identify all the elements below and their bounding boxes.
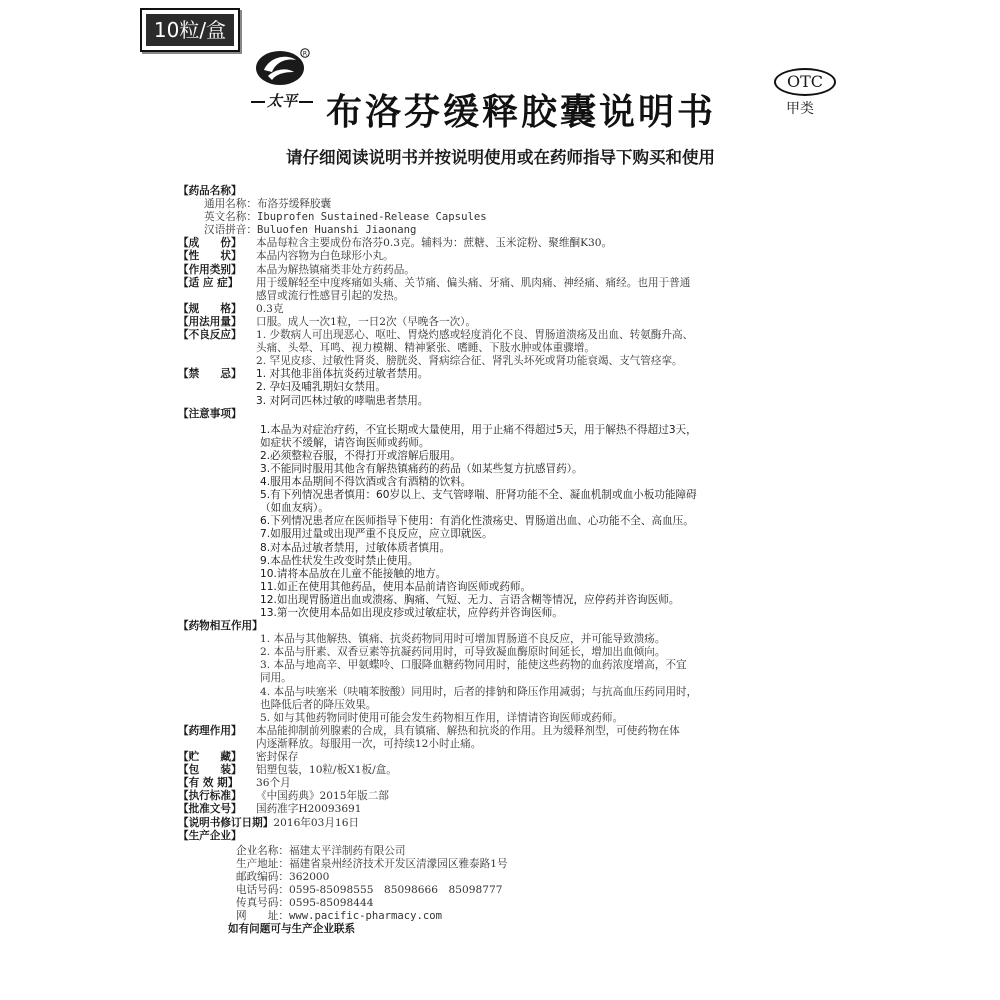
label-interactions: 【药物相互作用】	[178, 620, 263, 633]
english-name-line	[178, 211, 840, 224]
adverse-line: 头痛、头晕、耳鸣、视力模糊、精神紧张、嗜睡、下肢水肿或体重骤增。	[256, 342, 595, 355]
precaution-item: 11.如正在使用其他药品，使用本品前请咨询医师或药师。	[260, 580, 532, 593]
pinyin-name-line	[178, 224, 840, 237]
section-approval	[178, 803, 840, 816]
composition-text: 本品每粒含主要成份布洛芬0.3克。辅料为：蔗糖、玉米淀粉、聚维酮K30。	[256, 237, 613, 250]
address-line	[236, 858, 840, 871]
precaution-item: 12.如出现胃肠道出血或溃疡、胸痛、气短、无力、言语含糊等情况，应停药并咨询医师。	[260, 593, 680, 606]
interaction-item: 5. 如与其他药物同时使用可能会发生药物相互作用，详情请咨询医师或药师。	[260, 711, 624, 724]
english-name-label: 英文名称：	[204, 211, 257, 224]
phone-numbers: 0595-85098555 85098666 85098777	[288, 883, 503, 896]
section-manufacturer	[178, 830, 840, 937]
category-text: 本品为解热镇痛类非处方药药品。	[256, 263, 415, 276]
pinyin-name: Buluofen Huanshi Jiaonang	[256, 224, 417, 237]
section-interactions	[178, 620, 840, 725]
indications-line: 感冒或流行性感冒引起的发热。	[256, 289, 405, 302]
precaution-item: 10.请将本品放在儿童不能接触的地方。	[260, 567, 447, 580]
company-name-line	[236, 845, 840, 858]
label-revision: 【说明书修订日期】	[178, 816, 274, 829]
interaction-item: 也降低后者的降压效果。	[260, 698, 377, 711]
address: 福建省泉州经济技术开发区清濛园区雅泰路1号	[288, 857, 508, 870]
section-precautions	[178, 408, 840, 621]
label-appearance: 【性 状】	[178, 250, 242, 263]
registered-mark-icon	[300, 48, 310, 58]
otc-class: 甲类	[786, 101, 814, 117]
fax-line	[236, 897, 840, 910]
precaution-item: 8.对本品过敏者禁用，过敏体质者慎用。	[260, 541, 451, 554]
label-drug-name: 【药品名称】	[178, 185, 242, 197]
label-dosage: 【用法用量】	[178, 315, 242, 328]
package-count-text: 10粒/盒	[146, 14, 234, 46]
dosage-text: 口服。成人一次1粒，一日2次（早晚各一次）。	[256, 315, 477, 328]
appearance-text: 本品内容物为白色球形小丸。	[256, 250, 394, 263]
precaution-item: 6.下列情况患者应在医师指导下使用：有消化性溃疡史、胃肠道出血、心功能不全、高血压。	[260, 515, 694, 528]
package-count-badge	[140, 8, 240, 52]
contraindication-item: 3. 对阿司匹林过敏的哮喘患者禁用。	[256, 394, 429, 407]
label-package: 【包 装】	[178, 764, 242, 777]
english-name: Ibuprofen Sustained-Release Capsules	[256, 211, 487, 224]
generic-name-line	[178, 198, 840, 211]
contraindication-item: 2. 孕妇及哺乳期妇女禁用。	[256, 381, 387, 394]
pharmacology-text	[256, 725, 840, 751]
precaution-item: 13.第一次使用本品如出现皮疹或过敏症状，应停药并咨询医师。	[260, 607, 563, 619]
company-name-label: 企业名称：	[236, 844, 289, 857]
page-title: 布洛芬缓释胶囊说明书	[326, 92, 717, 133]
label-adverse: 【不良反应】	[178, 329, 242, 342]
standard-text: 《中国药典》2015年版二部	[256, 790, 389, 803]
section-specification	[178, 303, 840, 316]
section-adverse	[178, 329, 840, 368]
brand-logo	[244, 46, 320, 116]
adverse-text	[256, 329, 840, 368]
generic-name: 布洛芬缓释胶囊	[256, 198, 332, 211]
label-contraindications: 【禁 忌】	[178, 368, 242, 381]
phone-label: 电话号码：	[236, 883, 289, 896]
manufacturer-details	[178, 845, 840, 924]
phone-line	[236, 884, 840, 897]
contact-footer: 如有问题可与生产企业联系	[228, 923, 356, 936]
section-drug-name	[178, 185, 840, 237]
label-manufacturer: 【生产企业】	[178, 829, 242, 842]
section-package	[178, 764, 840, 777]
interaction-item: 2. 本品与肝素、双香豆素等抗凝药同用时，可导致凝血酶原时间延长，增加出血倾向。	[260, 646, 666, 659]
label-precautions: 【注意事项】	[178, 407, 242, 420]
section-storage	[178, 751, 840, 764]
address-label: 生产地址：	[236, 857, 289, 870]
section-category	[178, 264, 840, 277]
section-pharmacology	[178, 725, 840, 751]
label-composition: 【成 份】	[178, 237, 242, 250]
zip-code: 362000	[288, 870, 330, 883]
label-approval: 【批准文号】	[178, 803, 242, 816]
precaution-item: 1.本品为对症治疗药，不宜长期或大量使用，用于止痛不得超过5天，用于解热不得超过3天，	[260, 423, 697, 436]
precaution-item: （如血友病）。	[260, 502, 329, 515]
label-category: 【作用类别】	[178, 263, 242, 276]
label-storage: 【贮 藏】	[178, 751, 242, 764]
interaction-item: 4. 本品与呋塞米（呋喃苯胺酸）同用时，后者的排钠和降压作用减弱；与抗高血压药同用时，	[260, 685, 698, 698]
section-dosage	[178, 316, 840, 329]
label-validity: 【有 效 期】	[178, 777, 239, 790]
fax-number: 0595-85098444	[288, 897, 374, 910]
otc-mark: OTC	[774, 68, 836, 96]
interaction-item: 1. 本品与其他解热、镇痛、抗炎药物同用时可增加胃肠道不良反应，并可能导致溃疡。	[260, 633, 666, 646]
pharmacology-line: 本品能抑制前列腺素的合成，具有镇痛、解热和抗炎的作用。且为缓释剂型，可使药物在体	[256, 724, 680, 737]
validity-text: 36个月	[256, 777, 291, 790]
indications-line: 用于缓解轻至中度疼痛如头痛、关节痛、偏头痛、牙痛、肌肉痛、神经痛、痛经。也用于普通	[256, 276, 691, 289]
adverse-line: 2. 罕见皮疹、过敏性肾炎、膀胱炎、肾病综合征、肾乳头坏死或肾功能衰竭、支气管痉挛。	[256, 355, 683, 368]
label-standard: 【执行标准】	[178, 790, 242, 803]
pharmacology-line: 内逐渐释放。每服用一次，可持续12小时止痛。	[256, 737, 482, 750]
approval-text: 国药准字H20093691	[256, 803, 362, 816]
precaution-item: 9.本品性状发生改变时禁止使用。	[260, 554, 419, 567]
contraindication-item: 1. 对其他非甾体抗炎药过敏者禁用。	[256, 368, 429, 381]
interaction-item: 同用。	[260, 672, 292, 685]
website-url: www.pacific-pharmacy.com	[288, 910, 443, 923]
contraindications-text	[256, 368, 840, 407]
zip-label: 邮政编码：	[236, 870, 289, 883]
fax-label: 传真号码：	[236, 897, 289, 910]
precaution-item: 2.必须整粒吞服，不得打开或溶解后服用。	[260, 449, 461, 462]
section-contraindications	[178, 368, 840, 407]
storage-text: 密封保存	[256, 751, 299, 764]
website-label: 网 址：	[236, 910, 289, 923]
precautions-list	[178, 424, 840, 620]
insert-body	[178, 185, 840, 936]
precaution-item: 5.有下列情况患者慎用：60岁以上、支气管哮喘、肝肾功能不全、凝血机制或血小板功能障碍	[260, 489, 697, 502]
section-validity	[178, 777, 840, 790]
pinyin-name-label: 汉语拼音：	[204, 224, 257, 237]
package-text: 铝塑包装，10粒/板X1板/盒。	[256, 764, 397, 777]
section-composition	[178, 237, 840, 250]
section-appearance	[178, 250, 840, 263]
precaution-item: 如症状不缓解，请咨询医师或药师。	[260, 436, 430, 449]
section-standard	[178, 790, 840, 803]
precaution-item: 7.如服用过量或出现严重不良反应，应立即就医。	[260, 528, 493, 541]
precaution-item: 3.不能同时服用其他含有解热镇痛药的药品（如某些复方抗感冒药）。	[260, 462, 583, 475]
section-revision	[178, 817, 840, 830]
interaction-item: 3. 本品与地高辛、甲氨蝶呤、口服降血糖药物同用时，能使这些药物的血药浓度增高，不宜	[260, 659, 687, 672]
section-indications	[178, 277, 840, 303]
zip-line	[236, 871, 840, 884]
precaution-item: 4.服用本品期间不得饮酒或含有酒精的饮料。	[260, 476, 472, 489]
website-line	[236, 910, 840, 923]
interactions-list	[178, 633, 840, 725]
adverse-line: 1. 少数病人可出现恶心、呕吐、胃烧灼感或轻度消化不良、胃肠道溃疡及出血、转氨酶升高、	[256, 329, 694, 342]
revision-text: 2016年03月16日	[273, 816, 360, 829]
generic-name-label: 通用名称：	[204, 198, 257, 211]
svg-text:R: R	[302, 50, 308, 58]
specification-text: 0.3克	[256, 302, 284, 315]
label-indications: 【适 应 症】	[178, 276, 239, 289]
label-specification: 【规 格】	[178, 302, 242, 315]
usage-notice: 请仔细阅读说明书并按说明使用或在药师指导下购买和使用	[286, 148, 715, 167]
label-pharmacology: 【药理作用】	[178, 724, 242, 737]
indications-text	[256, 277, 840, 303]
company-name: 福建太平洋制药有限公司	[288, 844, 406, 857]
brand-name: 太平	[244, 90, 320, 111]
